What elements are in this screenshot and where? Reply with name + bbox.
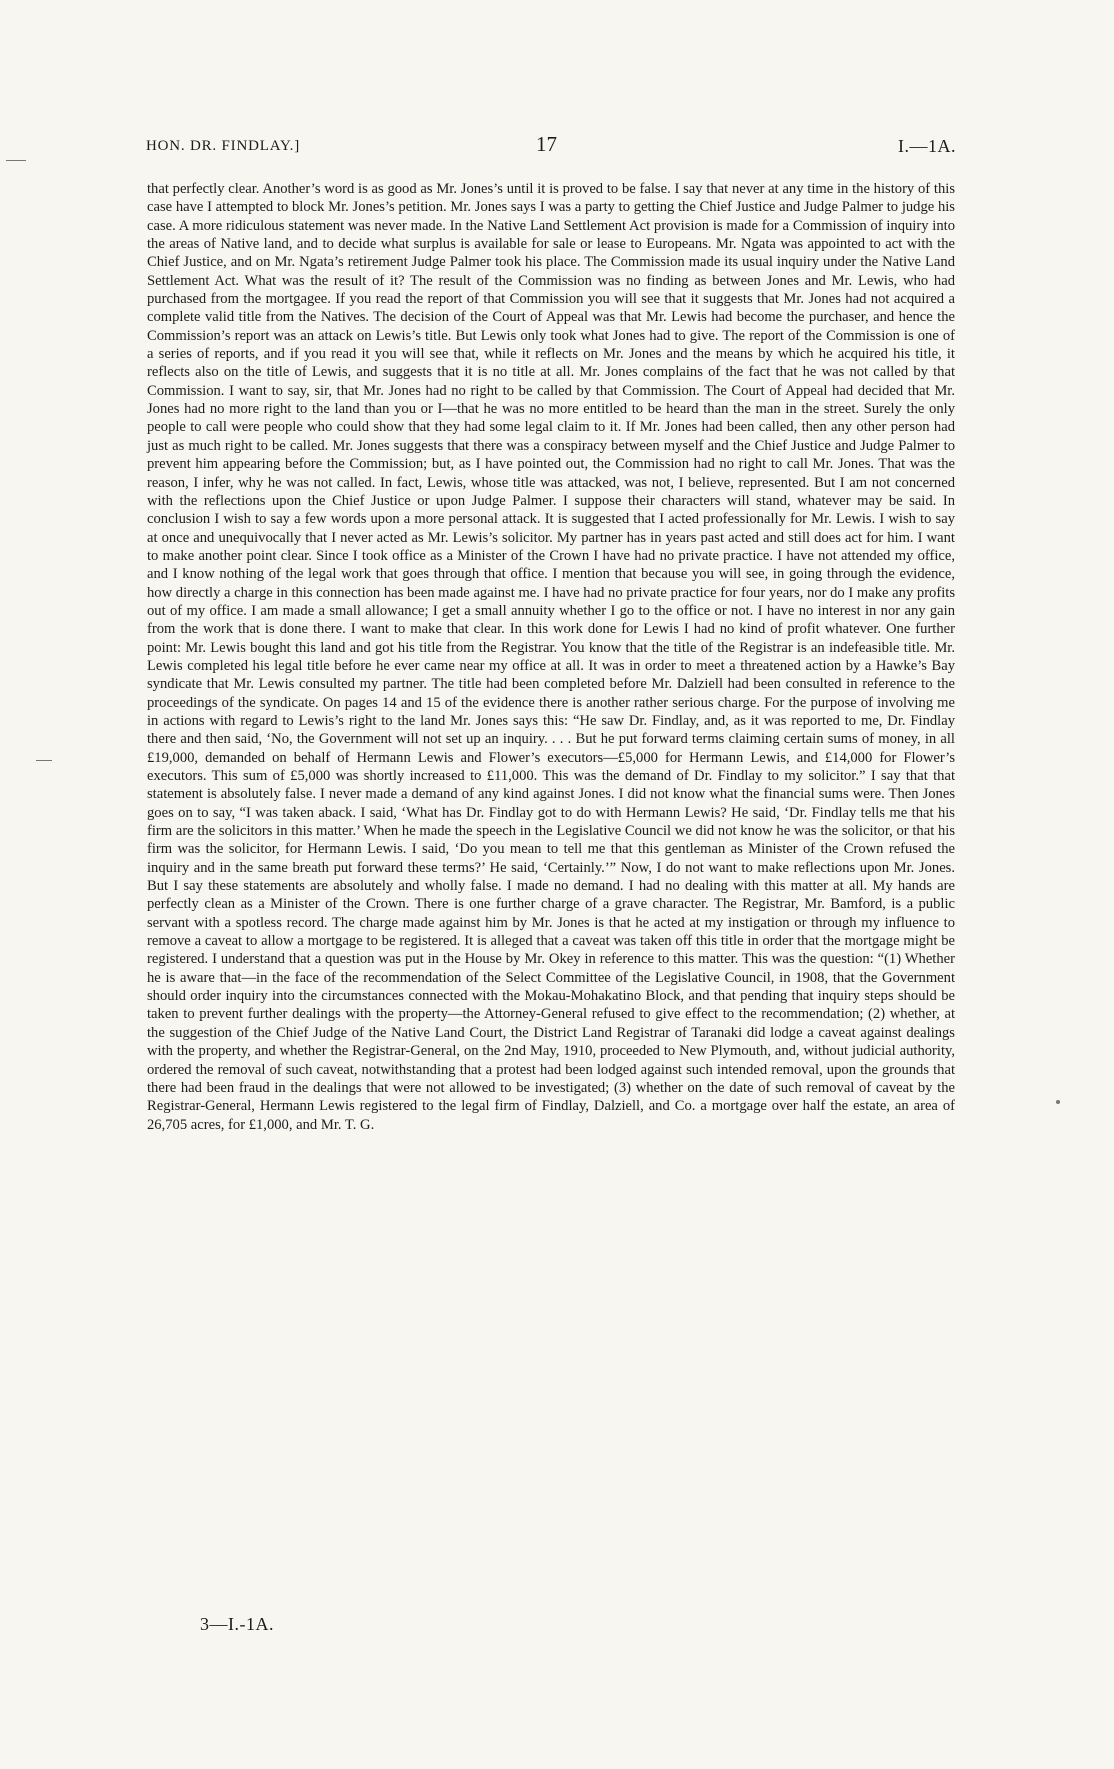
- scan-mark: [1056, 1100, 1060, 1104]
- body-paragraph: that perfectly clear. Another’s word is as good as Mr. Jones’s until it is proved to be false. I say that never at any time in the history of this case have I attempted to block Mr. Jones’s petition. Mr. Jones says I was a party to getting the Chief Justice and Judge Palmer to judge his case. A more ridiculous statement was never made. In the Native Land Settlement Act provision is made for a Commission of inquiry into the areas of Native land, and to decide what surplus is available for sale or lease to Europeans. Mr. Ngata was appointed to act with the Chief Justice, and on Mr. Ngata’s retirement Judge Palmer took his place. The Commission made its usual inquiry under the Native Land Settlement Act. What was the result of it? The result of the Commission was no finding as between Jones and Mr. Lewis, who had purchased from the mortgagee. If you read the report of that Commission you will see that it suggests that Mr. Jones had not acquired a complete valid title from the Natives. The decision of the Court of Appeal was that Mr. Lewis had become the purchaser, and hence the Commission’s report was an attack on Lewis’s title. But Lewis only took what Jones had to give. The report of the Commission is one of a series of reports, and if you read it you will see that, while it reflects on Mr. Jones and the means by which he acquired his title, it reflects also on the title of Lewis, and suggests that it is no title at all. Mr. Jones complains of the fact that he was not called by that Commission. I want to say, sir, that Mr. Jones had no right to be called by that Commission. The Court of Appeal had decided that Mr. Jones had no more right to the land than you or I—that he was no more entitled to be heard than the man in the street. Surely the only people to call were people who could show that they had some legal claim to it. If Mr. Jones had been called, then any other person had just as much right to be called. Mr. Jones suggests that there was a conspiracy between myself and the Chief Justice and Judge Palmer to prevent him appearing before the Commission; but, as I have pointed out, the Commission had no right to call Mr. Jones. That was the reason, I infer, why he was not called. In fact, Lewis, whose title was attacked, was not, I believe, represented. But I am not concerned with the reflections upon the Chief Justice or upon Judge Palmer. I suppose their characters will stand, whatever may be said. In conclusion I wish to say a few words upon a more personal attack. It is suggested that I acted professionally for Mr. Lewis. I wish to say at once and unequivocally that I never acted as Mr. Lewis’s solicitor. My partner has in years past acted and still does act for him. I want to make another point clear. Since I took office as a Minister of the Crown I have had no private practice. I have not attended my office, and I know nothing of the legal work that goes through that office. I mention that because you will see, in going through the evidence, how directly a charge in this connection has been made against me. I have had no private practice for four years, nor do I make any profits out of my office. I am made a small allowance; I get a small annuity whether I go to the office or not. I have no interest in nor any gain from the work that is done there. I want to make that clear. In this work done for Lewis I had no kind of profit whatever. One further point: Mr. Lewis bought this land and got his title from the Registrar. You know that the title of the Registrar is an indefeasible title. Mr. Lewis completed his legal title before he ever came near my office at all. It was in order to meet a threatened action by a Hawke’s Bay syndicate that Mr. Lewis consulted my partner. The title had been completed before Mr. Dalziell had been consulted in reference to the proceedings of the syndicate. On pages 14 and 15 of the evidence there is another rather serious charge. For the purpose of involving me in actions with regard to Lewis’s right to the land Mr. Jones says this: “He saw Dr. Findlay, and, as it was reported to me, Dr. Findlay there and then said, ‘No, the Government will not set up an inquiry. . . . But he put forward terms claiming certain sums of money, in all £19,000, demanded on behalf of Hermann Lewis and Flower’s executors—£5,000 for Hermann Lewis, and £14,000 for Flower’s executors. This sum of £5,000 was shortly increased to £11,000. This was the demand of Dr. Findlay to my solicitor.” I say that that statement is absolutely false. I never made a demand of any kind against Jones. I did not know what the financial sums were. Then Jones goes on to say, “I was taken aback. I said, ‘What has Dr. Findlay got to do with Hermann Lewis? He said, ‘Dr. Findlay tells me that his firm are the solicitors in this matter.’ When he made the speech in the Legislative Council we did not know he was the solicitor, or that his firm was the solicitor, for Hermann Lewis. I said, ‘Do you mean to tell me that this gentleman as Minister of the Crown refused the inquiry and in the same breath put forward these terms?’ He said, ‘Certainly.’” Now, I do not want to make reflections upon Mr. Jones. But I say these statements are absolutely and wholly false. I made no demand. I had no dealing with this matter at all. My hands are perfectly clean as a Minister of the Crown. There is one further charge of a grave character. The Registrar, Mr. Bamford, is a public servant with a spotless record. The charge made against him by Mr. Jones is that he acted at my instigation or through my influence to remove a caveat to allow a mortgage to be registered. It is alleged that a caveat was taken off this title in order that the mortgage might be registered. I understand that a question was put in the House by Mr. Okey in reference to this matter. This was the question: “(1) Whether he is aware that—in the face of the recommendation of the Select Committee of the Legislative Council, in 1908, that the Government should order inquiry into the circumstances connected with the Mokau-Mohakatino Block, and that pending that inquiry steps should be taken to prevent further dealings with the property—the Attorney-General refused to give effect to the recommendation; (2) whether, at the suggestion of the Chief Judge of the Native Land Court, the District Land Registrar of Taranaki did lodge a caveat against dealings with the property, and whether the Registrar-General, on the 2nd May, 1910, proceeded to New Plymouth, and, without judicial authority, ordered the removal of such caveat, notwithstanding that a protest had been lodged against such intended removal, upon the grounds that there had been fraud in the dealings that were not allowed to be investigated; (3) whether on the date of such removal of caveat by the Registrar-General, Hermann Lewis registered to the legal firm of Findlay, Dalziell, and Co. a mortgage over half the estate, an area of 26,705 acres, for £1,000, and Mr. T. G.: [147, 181, 955, 1133]
- scan-mark: [6, 160, 26, 161]
- scan-mark: [36, 760, 52, 761]
- signature-mark: 3—I.-1A.: [200, 1614, 274, 1634]
- page-header: [146, 134, 956, 162]
- header-speaker: HON. DR. FINDLAY.]: [146, 138, 300, 154]
- page-number: 17: [536, 132, 557, 156]
- document-reference: I.—1A.: [898, 136, 956, 156]
